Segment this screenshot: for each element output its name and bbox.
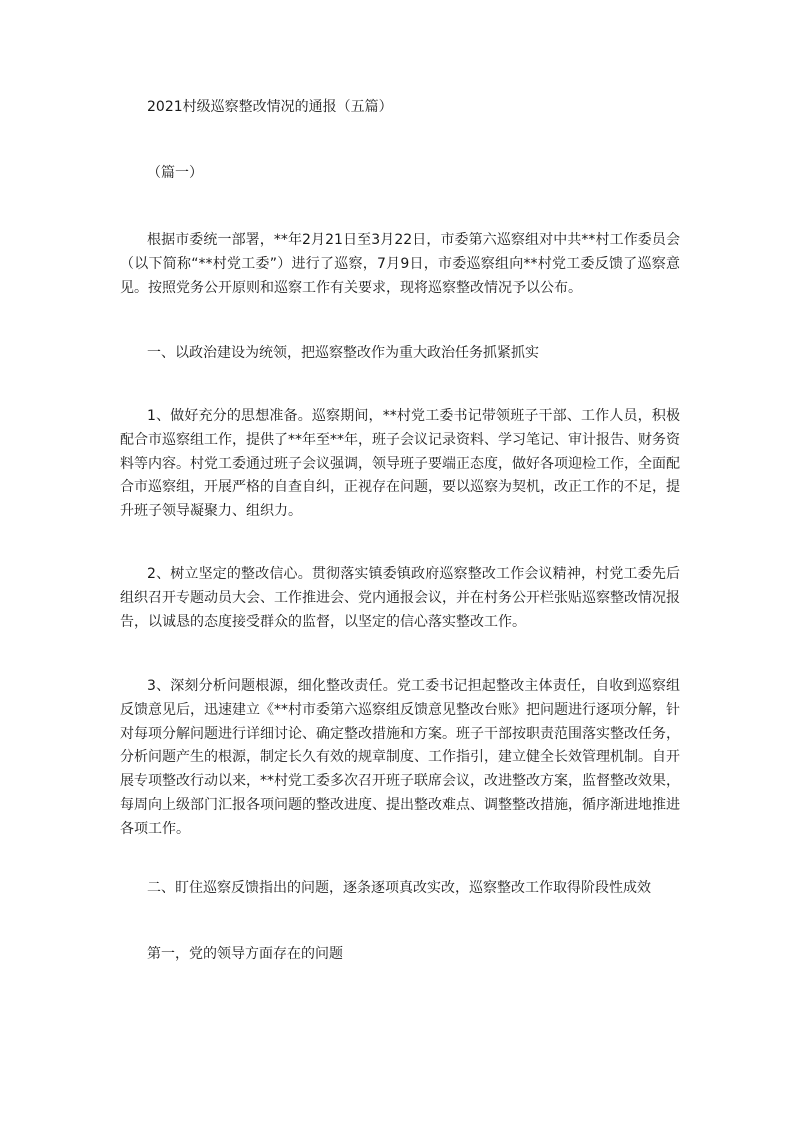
intro-paragraph: 根据市委统一部署，**年2月21日至3月22日，市委第六巡察组对中共**村工作委员会（以下简称“**村党工委”）进行了巡察，7月9日，市委巡察组向**村党工委反馈了巡察意见。按照党务公开原则和巡察工作有关要求，现将巡察整改情况予以公布。 bbox=[120, 232, 680, 296]
subheading-first: 第一，党的领导方面存在的问题 bbox=[147, 946, 343, 962]
document-title: 2021村级巡察整改情况的通报（五篇） bbox=[147, 99, 393, 115]
heading-two: 二、盯住巡察反馈指出的问题，逐条逐项真改实改，巡察整改工作取得阶段性成效 bbox=[147, 880, 651, 896]
item-1-paragraph: 1、做好充分的思想准备。巡察期间，**村党工委书记带领班子干部、工作人员，积极配合市巡察组工作，提供了**年至**年，班子会议记录资料、学习笔记、审计报告、财务资料等内容。村党工委通过班子会议强调，领导班子要端正态度，做好各项迎检工作，全面配合市巡察组，开展严格的自查自纠，正视存在问题，要以巡察为契机，改正工作的不足，提升班子领导凝聚力、组织力。 bbox=[120, 408, 680, 520]
item-2-paragraph: 2、树立坚定的整改信心。贯彻落实镇委镇政府巡察整改工作会议精神，村党工委先后组织召开专题动员大会、工作推进会、党内通报会议，并在村务公开栏张贴巡察整改情况报告，以诚恳的态度接受群众的监督，以坚定的信心落实整改工作。 bbox=[120, 566, 680, 630]
heading-one: 一、以政治建设为统领，把巡察整改作为重大政治任务抓紧抓实 bbox=[147, 345, 539, 361]
section-label: （篇一） bbox=[147, 165, 203, 181]
item-3-paragraph: 3、深刻分析问题根源，细化整改责任。党工委书记担起整改主体责任，自收到巡察组反馈意见后，迅速建立《**村市委第六巡察组反馈意见整改台账》把问题进行逐项分解，针对每项分解问题进行详细讨论、确定整改措施和方案。班子干部按职责范围落实整改任务，分析问题产生的根源，制定长久有效的规章制度、工作指引，建立健全长效管理机制。自开展专项整改行动以来，**村党工委多次召开班子联席会议，改进整改方案，监督整改效果，每周向上级部门汇报各项问题的整改进度、提出整改难点、调整整改措施，循序渐进地推进各项工作。 bbox=[120, 678, 680, 837]
